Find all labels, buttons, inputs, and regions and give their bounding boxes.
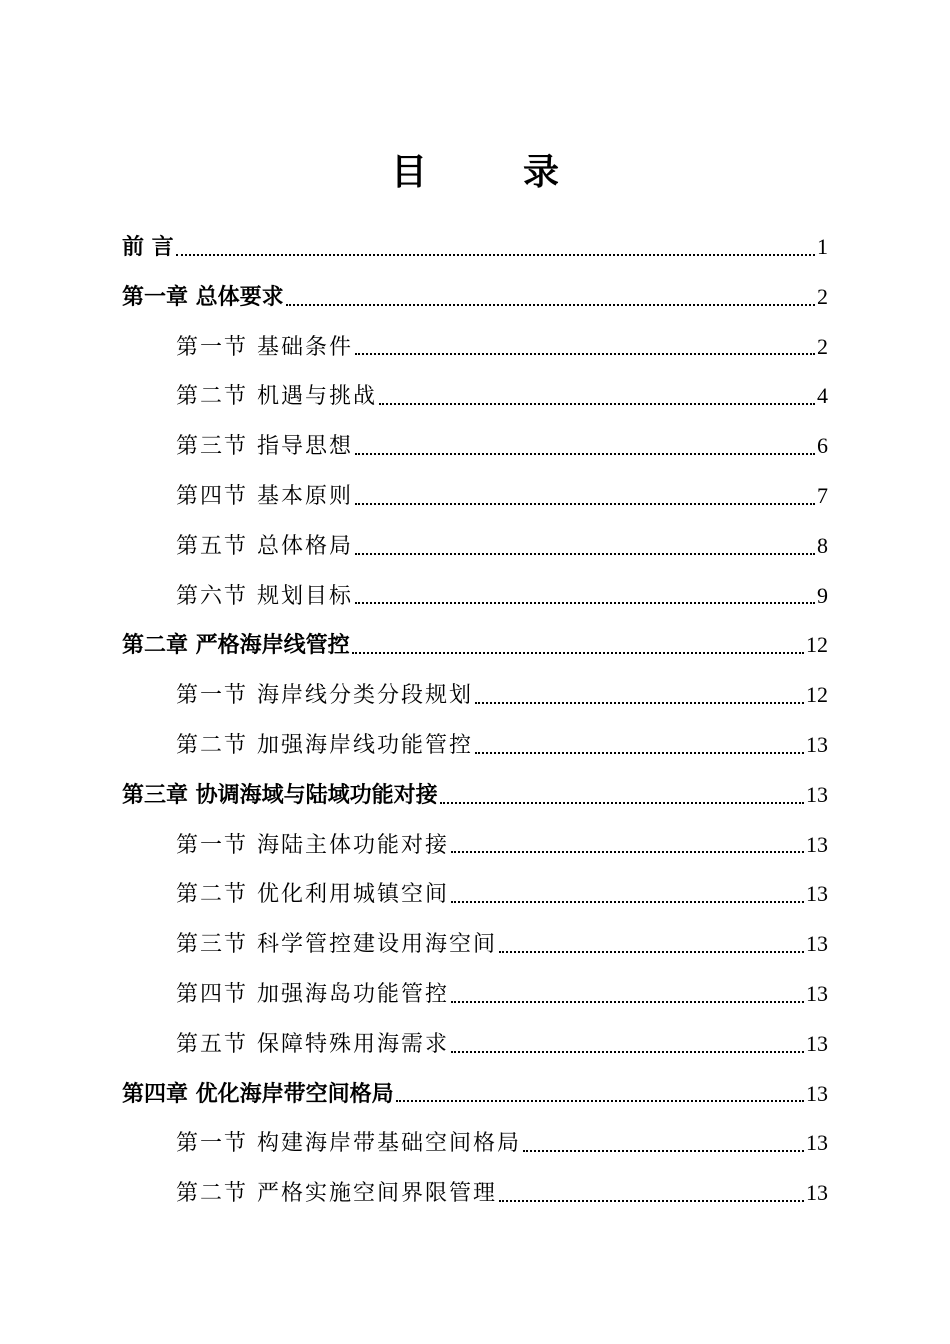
- toc-dot-leader: [355, 587, 815, 607]
- toc-entry-label: 前 言: [122, 235, 174, 260]
- toc-page-number: 12: [806, 632, 828, 658]
- toc-page-number: 13: [806, 831, 828, 857]
- toc-page-number: 6: [817, 433, 828, 459]
- toc-dot-leader: [451, 1036, 804, 1056]
- toc-section-entry[interactable]: [122, 571, 828, 621]
- toc-dot-leader: [451, 886, 804, 906]
- toc-page-number: 12: [806, 682, 828, 708]
- toc-section-entry[interactable]: [122, 521, 828, 571]
- toc-section-entry[interactable]: [122, 421, 828, 471]
- toc-page-number: 2: [817, 283, 828, 309]
- toc-dot-leader: [499, 1185, 804, 1205]
- toc-section-entry[interactable]: [122, 869, 828, 919]
- toc-page-number: 2: [817, 333, 828, 359]
- toc-entry-label: 第四节 加强海岛功能管控: [176, 981, 449, 1007]
- toc-entry-label: 第一节 基础条件: [176, 334, 353, 360]
- toc-entry-label: 第六节 规划目标: [176, 583, 353, 609]
- toc-section-entry[interactable]: [122, 371, 828, 421]
- toc-dot-leader: [176, 239, 815, 259]
- toc-page-number: 8: [817, 532, 828, 558]
- toc-section-entry[interactable]: [122, 919, 828, 969]
- toc-page-number: 9: [817, 582, 828, 608]
- toc-chapter-entry[interactable]: [122, 770, 828, 820]
- toc-entry-label: 第二节 加强海岸线功能管控: [176, 732, 473, 758]
- toc-entry-label: 第二章 严格海岸线管控: [122, 633, 350, 659]
- toc-chapter-entry[interactable]: [122, 222, 828, 272]
- toc-entry-label: 第一节 构建海岸带基础空间格局: [176, 1131, 521, 1157]
- toc-page-number: 13: [806, 781, 828, 807]
- toc-section-entry[interactable]: [122, 670, 828, 720]
- toc-section-entry[interactable]: [122, 969, 828, 1019]
- toc-dot-leader: [475, 737, 804, 757]
- toc-page-number: 13: [806, 1180, 828, 1206]
- toc-chapter-entry[interactable]: [122, 620, 828, 670]
- toc-dot-leader: [396, 1085, 804, 1105]
- toc-page-number: 4: [817, 383, 828, 409]
- toc-entry-label: 第三章 协调海域与陆域功能对接: [122, 782, 438, 808]
- toc-dot-leader: [352, 637, 804, 657]
- toc-entry-label: 第五节 保障特殊用海需求: [176, 1031, 449, 1057]
- toc-dot-leader: [379, 388, 815, 408]
- toc-dot-leader: [355, 488, 815, 508]
- toc-dot-leader: [523, 1135, 804, 1155]
- toc-dot-leader: [355, 538, 815, 558]
- toc-page-number: 13: [806, 931, 828, 957]
- toc-entry-label: 第二节 优化利用城镇空间: [176, 882, 449, 908]
- toc-entry-label: 第一节 海陆主体功能对接: [176, 832, 449, 858]
- toc-page-number: 13: [806, 1030, 828, 1056]
- toc-section-entry[interactable]: [122, 1019, 828, 1069]
- toc-entry-label: 第三节 科学管控建设用海空间: [176, 932, 497, 958]
- toc-dot-leader: [355, 338, 815, 358]
- toc-page-number: 13: [806, 731, 828, 757]
- toc-dot-leader: [499, 936, 804, 956]
- toc-title: 目 录: [390, 152, 589, 193]
- toc-dot-leader: [355, 438, 815, 458]
- toc-page-number: 13: [806, 980, 828, 1006]
- toc-entry-label: 第一节 海岸线分类分段规划: [176, 683, 473, 709]
- toc-page-number: 13: [806, 1130, 828, 1156]
- toc-chapter-entry[interactable]: [122, 272, 828, 322]
- toc-section-entry[interactable]: [122, 1168, 828, 1218]
- toc-page-number: 13: [806, 1080, 828, 1106]
- toc-dot-leader: [440, 787, 804, 807]
- toc-section-entry[interactable]: [122, 1118, 828, 1168]
- toc-section-entry[interactable]: [122, 471, 828, 521]
- toc-entry-label: 第四章 优化海岸带空间格局: [122, 1081, 394, 1107]
- toc-dot-leader: [475, 687, 804, 707]
- toc-dot-leader: [286, 289, 815, 309]
- toc-entry-label: 第二节 机遇与挑战: [176, 384, 377, 410]
- toc-entry-label: 第四节 基本原则: [176, 483, 353, 509]
- toc-page-number: 13: [806, 881, 828, 907]
- toc-section-entry[interactable]: [122, 322, 828, 372]
- toc-entry-label: 第二节 严格实施空间界限管理: [176, 1181, 497, 1207]
- toc-page-number: 1: [817, 234, 828, 259]
- toc-entry-label: 第一章 总体要求: [122, 284, 284, 310]
- toc-list: [122, 222, 828, 1218]
- toc-page-number: 7: [817, 482, 828, 508]
- toc-dot-leader: [451, 836, 804, 856]
- toc-chapter-entry[interactable]: [122, 1069, 828, 1119]
- toc-dot-leader: [451, 986, 804, 1006]
- toc-section-entry[interactable]: [122, 720, 828, 770]
- toc-entry-label: 第五节 总体格局: [176, 533, 353, 559]
- toc-entry-label: 第三节 指导思想: [176, 434, 353, 460]
- toc-section-entry[interactable]: [122, 820, 828, 870]
